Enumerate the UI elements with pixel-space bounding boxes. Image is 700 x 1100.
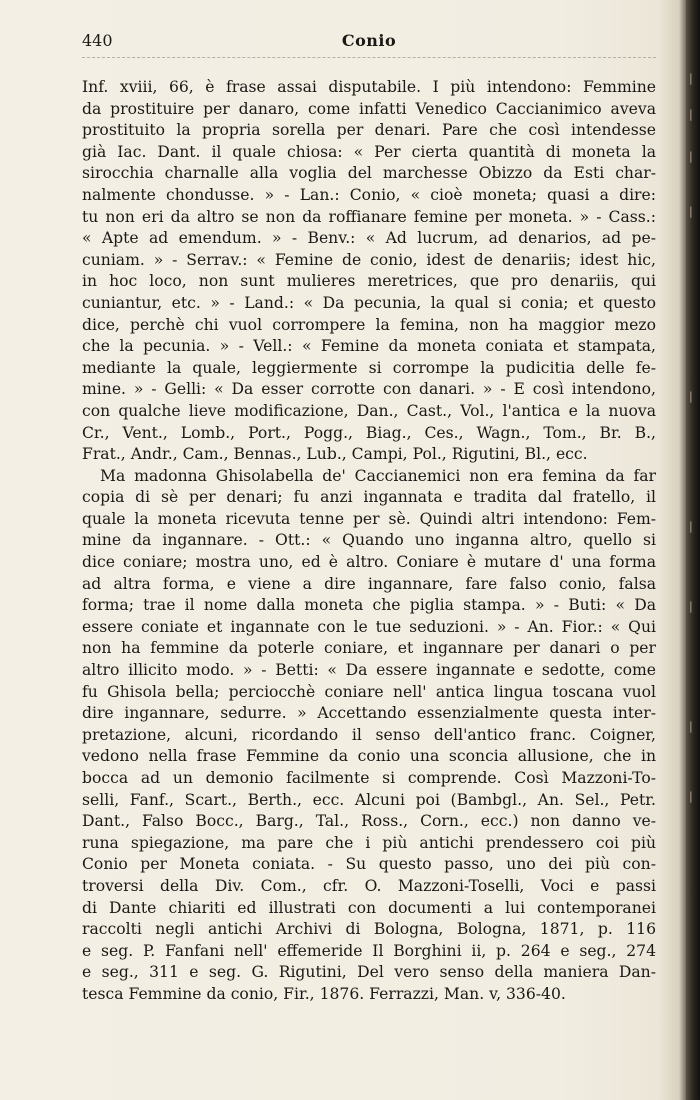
text-line: cuniantur, etc. » - Land.: « Da pecunia, la qual si conia; et questo [82, 293, 656, 312]
text-line: Ma madonna Ghisolabella de' Caccianemici non era femina da far [100, 466, 656, 485]
text-line: Cr., Vent., Lomb., Port., Pogg., Biag., Ces., Wagn., Tom., Br. B., [82, 423, 656, 442]
text-line: che la pecunia. » - Vell.: « Femine da moneta coniata et stampata, [82, 337, 656, 356]
edge-mark: | [689, 150, 693, 163]
page-binding-edge [686, 0, 700, 1100]
edge-mark: | [689, 72, 693, 85]
text-line: runa spiegazione, ma pare che i più antichi prendessero coi più [82, 833, 656, 852]
text-line: in hoc loco, non sunt mulieres meretrices, que pro denariis, qui [82, 272, 656, 291]
text-line: selli, Fanf., Scart., Berth., ecc. Alcuni poi (Bambgl., An. Sel., Petr. [82, 790, 656, 809]
edge-mark: | [689, 720, 693, 733]
text-line: fu Ghisola bella; perciocchè coniare nell' antica lingua toscana vuol [82, 682, 656, 701]
text-line: e seg. P. Fanfani nell' effemeride Il Borghini ii, p. 264 e seg., 274 [82, 941, 656, 960]
text-line: copia di sè per denari; fu anzi ingannata e tradita dal fratello, il [82, 488, 656, 507]
text-line: Frat., Andr., Cam., Bennas., Lub., Campi, Pol., Rigutini, Bl., ecc. [82, 445, 588, 464]
text-line: cuniam. » - Serrav.: « Femine de conio, idest de denariis; idest hic, [82, 250, 656, 269]
text-line: forma; trae il nome dalla moneta che piglia stampa. » - Buti: « Da [82, 596, 656, 615]
body-text [82, 77, 656, 1006]
text-line: vedono nella frase Femmine da conio una sconcia allusione, che in [82, 747, 656, 766]
text-line: altro illicito modo. » - Betti: « Da essere ingannate e sedotte, come [82, 661, 656, 680]
text-line: tu non eri da altro se non da roffianare femine per moneta. » - Cass.: [82, 207, 656, 226]
edge-mark: | [689, 790, 693, 803]
page-number: 440 [82, 31, 113, 50]
text-line: Inf. xviii, 66, è frase assai disputabile. I più intendono: Femmine [82, 78, 656, 96]
text-line: troversi della Div. Com., cfr. O. Mazzoni-Toselli, Voci e passi [82, 876, 656, 895]
text-line: mine. » - Gelli: « Da esser corrotte con danari. » - E così intendono, [82, 380, 656, 399]
text-line: già Iac. Dant. il quale chiosa: « Per cierta quantità di moneta la [82, 142, 656, 161]
header-rule [82, 57, 656, 58]
edge-mark: | [689, 600, 693, 613]
edge-mark: | [689, 205, 693, 218]
text-line: con qualche lieve modificazione, Dan., Cast., Vol., l'antica e la nuova [82, 401, 656, 420]
text-line: e seg., 311 e seg. G. Rigutini, Del vero senso della maniera Dan- [82, 963, 656, 982]
text-line: quale la moneta ricevuta tenne per sè. Quindi altri intendono: Fem- [82, 509, 656, 528]
edge-mark: | [689, 108, 693, 121]
text-line: dire ingannare, sedurre. » Accettando essenzialmente questa inter- [82, 704, 656, 723]
text-line: di Dante chiariti ed illustrati con documenti a lui contemporanei [82, 898, 656, 917]
text-line: sirocchia charnalle alla voglia del marchesse Obizzo da Esti char- [82, 164, 656, 183]
text-line: pretazione, alcuni, ricordando il senso dell'antico franc. Coigner, [82, 725, 656, 744]
text-line: Conio per Moneta coniata. - Su questo passo, uno dei più con- [82, 855, 656, 874]
text-line: dice coniare; mostra uno, ed è altro. Coniare è mutare d' una forma [82, 553, 656, 572]
text-line: dice, perchè chi vuol corrompere la femina, non ha maggior mezo [82, 315, 656, 334]
text-line: essere coniate et ingannate con le tue seduzioni. » - An. Fior.: « Qui [82, 617, 656, 636]
text-line: prostituito la propria sorella per denari. Pare che così intendesse [82, 121, 656, 140]
edge-mark: | [689, 390, 693, 403]
text-line: mine da ingannare. - Ott.: « Quando uno inganna altro, quello si [82, 531, 656, 550]
running-head: Conio [341, 31, 397, 50]
text-line: nalmente chondusse. » - Lan.: Conio, « cioè moneta; quasi a dire: [82, 185, 656, 204]
text-line: Dant., Falso Bocc., Barg., Tal., Ross., Corn., ecc.) non danno ve- [82, 812, 656, 831]
page-header [82, 31, 656, 55]
text-line: tesca Femmine da conio, Fir., 1876. Ferrazzi, Man. v, 336-40. [82, 984, 566, 1003]
text-line: ad altra forma, e viene a dire ingannare, fare falso conio, falsa [82, 574, 656, 593]
edge-mark: | [689, 520, 693, 533]
text-line: raccolti negli antichi Archivi di Bologna, Bologna, 1871, p. 116 [82, 920, 656, 939]
text-line: mediante la quale, leggiermente si corrompe la pudicitia delle fe- [82, 358, 656, 377]
text-line: da prostituire per danaro, come infatti Venedico Caccianimico aveva [82, 99, 656, 118]
text-line: non ha femmine da poterle coniare, et ingannare per danari o per [82, 639, 656, 658]
text-line: bocca ad un demonio facilmente si comprende. Così Mazzoni-To- [82, 769, 656, 787]
text-line: « Apte ad emendum. » - Benv.: « Ad lucrum, ad denarios, ad pe- [82, 229, 656, 248]
